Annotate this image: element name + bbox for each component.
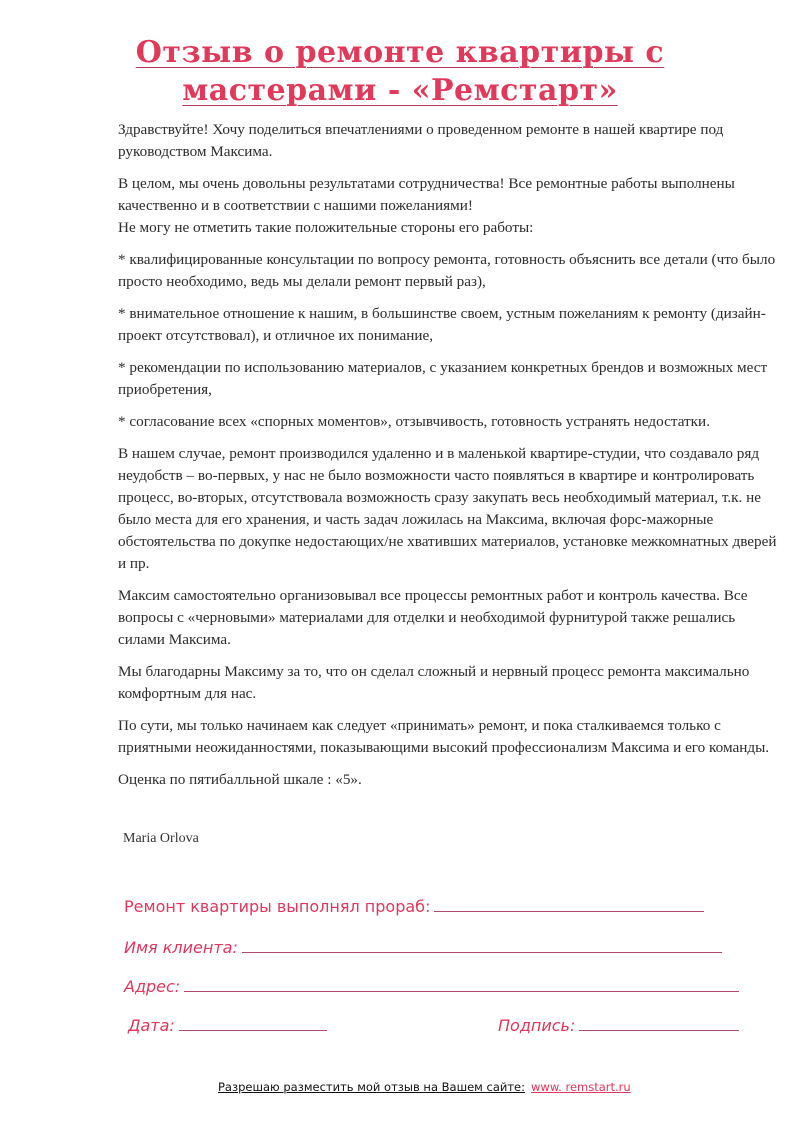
date-input-line[interactable] [179,1029,327,1031]
paragraph-conclusion: По сути, мы только начинаем как следует «принимать» ремонт, и пока сталкиваемся только с приятными неожиданностями, показывающими высокий профессионализм Максима и его команды. [118,717,770,756]
foreman-input-line[interactable] [434,910,704,912]
signature-input-line[interactable] [579,1029,739,1031]
paragraph-gratitude: Мы благодарны Максиму за то, что он сделал сложный и нервный процесс ремонта максимально комфортным для нас. [118,663,750,702]
date-label: Дата: [128,1016,175,1035]
review-body [118,119,778,799]
signature-label: Подпись: [498,1016,576,1035]
signature-name: Maria Orlova [123,831,199,846]
paragraph-organization: Максим самостоятельно организовывал все процессы ремонтных работ и контроль качества. Все вопросы с «черновыми» материалами для отделки и необходимой фурнитурой также решались силами Максима. [118,587,748,648]
publication-consent [218,1080,631,1094]
site-link[interactable]: www. remstart.ru [531,1080,631,1094]
client-name-field [124,938,722,957]
paragraph-rating: Оценка по пятибалльной шкале : «5». [118,771,362,788]
list-item: * квалифицированные консультации по вопросу ремонта, готовность объяснить все детали (что было просто необходимо, ведь мы делали ремонт первый раз), [118,251,776,290]
title-line-1: Отзыв о ремонте квартиры с [135,35,665,70]
title-line-2: мастерами - «Ремстарт» [182,73,618,108]
paragraph-circumstances: В нашем случае, ремонт производился удаленно и в маленькой квартире-студии, что создавало ряд неудобств – во-первых, у нас не было возможности часто появляться в квартире и контролировать процесс, во-вторых, отсутствовала возможность сразу закупать весь необходимый материал, т.к. не было места для его хранения, и часть задач ложилась на Максима, включая форс-мажорные обстоятельства по докупке недостающих/не хвативших материалов, установке межкомнатных дверей и пр. [118,445,777,572]
paragraph-overall: В целом, мы очень довольны результатами сотрудничества! Все ремонтные работы выполнены качественно и в соответствии с нашими пожеланиями! [118,175,735,214]
paragraph-greeting: Здравствуйте! Хочу поделиться впечатлениями о проведенном ремонте в нашей квартире под руководством Максима. [118,121,724,160]
list-item: * внимательное отношение к нашим, в большинстве своем, устным пожеланиям к ремонту (дизайн-проект отсутствовал), и отличное их понимание, [118,305,766,344]
address-label: Адрес: [124,977,181,996]
foreman-field [124,897,704,916]
client-name-input-line[interactable] [242,951,722,953]
list-item: * согласование всех «спорных моментов», отзывчивость, готовность устранять недостатки. [118,413,710,430]
paragraph-intro-list: Не могу не отметить такие положительные стороны его работы: [118,219,534,236]
signature-field [498,1016,739,1035]
consent-text: Разрешаю разместить мой отзыв на Вашем сайте: [218,1080,526,1094]
list-item: * рекомендации по использованию материалов, с указанием конкретных брендов и возможных мест приобретения, [118,359,768,398]
address-input-line[interactable] [184,990,739,992]
client-name-label: Имя клиента: [124,938,238,957]
foreman-label: Ремонт квартиры выполнял прораб: [124,897,431,916]
date-field [128,1016,327,1035]
document-title [0,34,800,110]
address-field [124,977,739,996]
